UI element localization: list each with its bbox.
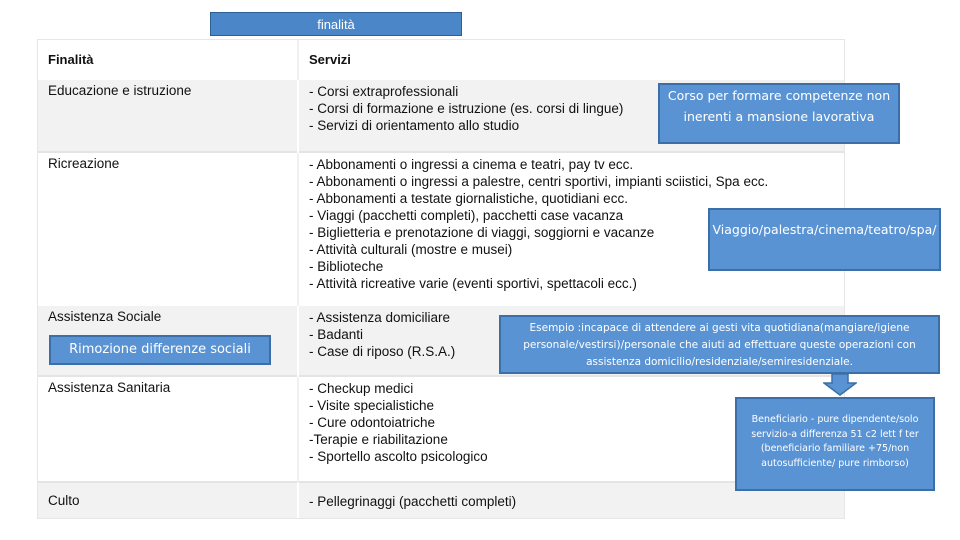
service-item: - Biglietteria e prenotazione di viaggi, soggiorni e vacanze (309, 225, 655, 240)
callout-esempio: Esempio :incapace di attendere ai gesti vita quotidiana(mangiare/igiene personale/vestirsi)/personale che aiuti ad effettuare queste operazioni con assistenza domicilio/residenziale/semiresidenziale. (499, 315, 940, 374)
service-item: - Abbonamenti a testate giornalistiche, quotidiani ecc. (309, 191, 628, 206)
service-item: - Visite specialistiche (309, 398, 435, 413)
service-item: - Abbonamenti o ingressi a palestre, centri sportivi, impianti sciistici, Spa ecc. (309, 174, 769, 189)
service-item: - Corsi extraprofessionali (309, 84, 459, 99)
service-item: - Attività ricreative varie (eventi sportivi, spettacoli ecc.) (309, 276, 637, 291)
row-finalita: Assistenza Sanitaria (38, 376, 298, 482)
service-item: - Abbonamenti o ingressi a cinema e teatri, pay tv ecc. (309, 157, 634, 172)
service-item: - Biblioteche (309, 259, 384, 274)
service-item: -Terapie e riabilitazione (309, 432, 448, 447)
service-item: - Pellegrinaggi (pacchetti completi) (309, 494, 517, 509)
header-servizi: Servizi (298, 40, 844, 80)
service-item: - Corsi di formazione e istruzione (es. corsi di lingue) (309, 101, 624, 116)
callout-corso: Corso per formare competenze non inerenti a mansione lavorativa (658, 83, 900, 144)
slide-title: finalità (210, 12, 462, 36)
service-item: - Viaggi (pacchetti completi), pacchetti case vacanza (309, 208, 624, 223)
header-finalita: Finalità (38, 40, 298, 80)
callout-beneficiario: Beneficiario - pure dipendente/solo servizio-a differenza 51 c2 lett f ter (beneficiario familiare +75/non autosufficiente/ pure rimborso) (735, 397, 935, 491)
service-item: - Case di riposo (R.S.A.) (309, 344, 456, 359)
down-arrow-icon (823, 374, 857, 396)
row-finalita: Assistenza Sociale (38, 306, 298, 376)
service-item: - Attività culturali (mostre e musei) (309, 242, 513, 257)
service-item: - Servizi di orientamento allo studio (309, 118, 520, 133)
row-finalita: Educazione e istruzione (38, 80, 298, 152)
service-item: - Cure odontoiatriche (309, 415, 436, 430)
table-header-row (38, 40, 844, 80)
row-finalita: Ricreazione (38, 152, 298, 306)
table-row (38, 376, 844, 482)
service-item: - Checkup medici (309, 381, 414, 396)
service-item: - Badanti (309, 327, 364, 342)
service-item: - Sportello ascolto psicologico (309, 449, 488, 464)
service-item: - Assistenza domiciliare (309, 310, 451, 325)
callout-viaggio: Viaggio/palestra/cinema/teatro/spa/ (708, 208, 941, 271)
callout-rimozione: Rimozione differenze sociali (49, 335, 271, 365)
table-row (38, 482, 844, 518)
row-finalita: Culto (38, 482, 298, 518)
